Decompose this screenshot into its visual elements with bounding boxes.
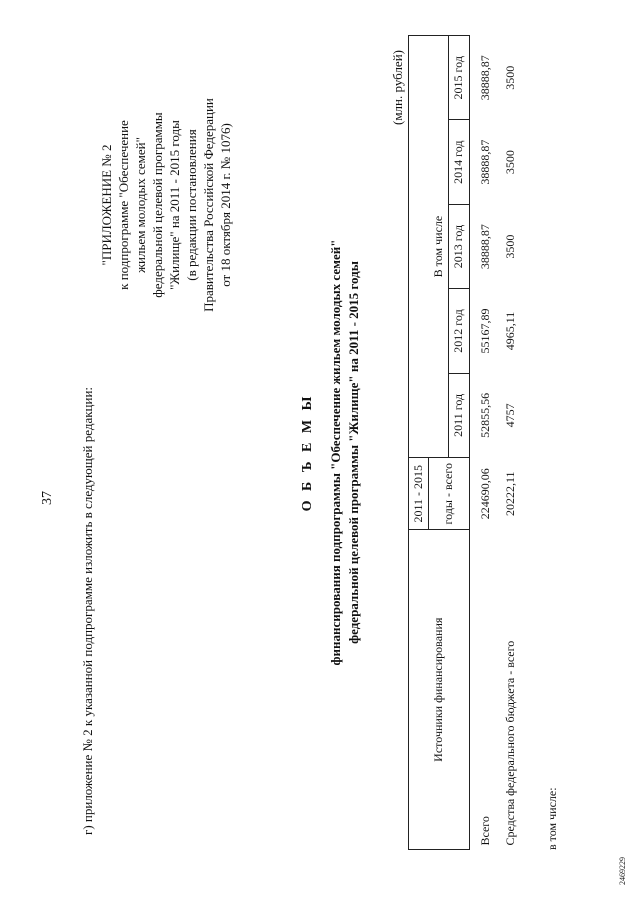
row-value: 38888,87 xyxy=(477,55,492,101)
document-code: 2469229 xyxy=(618,857,627,885)
header-including: В том числе xyxy=(429,36,449,458)
row-value: 38888,87 xyxy=(477,139,492,185)
header-total-period: 2011 - 2015 xyxy=(409,458,429,530)
row-value: 4757 xyxy=(502,403,517,428)
units-label: (млн. рублей) xyxy=(390,50,405,125)
row-total: 224690,06 xyxy=(477,468,492,520)
row-total: 20222,11 xyxy=(502,471,517,517)
document-subtitle-1: финансирования подпрограммы "Обеспечение жильем молодых семей" xyxy=(328,239,343,666)
row-value: 38888,87 xyxy=(477,224,492,270)
appendix-line: жильем молодых семей" xyxy=(133,137,148,273)
appendix-block xyxy=(98,65,234,345)
appendix-line: (в редакции постановления xyxy=(184,129,199,281)
document-subtitle-2: федеральной целевой программы "Жилище" на 2011 - 2015 годы xyxy=(346,261,361,644)
appendix-line: Правительства Российской Федерации xyxy=(201,98,216,312)
header-empty xyxy=(409,36,429,458)
appendix-line: к подпрограмме "Обеспечение xyxy=(116,120,131,290)
row-source: Всего xyxy=(477,816,492,846)
row-value: 52855,56 xyxy=(477,392,492,438)
appendix-line: федеральной целевой программы xyxy=(150,112,165,298)
including-note: в том числе: xyxy=(545,787,559,850)
row-value: 55167,89 xyxy=(477,308,492,354)
header-year: 2012 год xyxy=(448,289,469,373)
row-source: Средства федерального бюджета - всего xyxy=(502,640,517,846)
header-year: 2013 год xyxy=(448,204,469,288)
header-year: 2011 год xyxy=(448,373,469,457)
row-value: 3500 xyxy=(502,150,517,175)
appendix-line: от 18 октября 2014 г. № 1076) xyxy=(218,123,233,287)
header-source: Источники финансирования xyxy=(409,530,470,850)
row-value: 3500 xyxy=(502,234,517,259)
header-year: 2015 год xyxy=(448,36,469,120)
row-value: 3500 xyxy=(502,65,517,90)
document-title: О Б Ъ Е М Ы xyxy=(300,393,315,512)
table-row xyxy=(469,36,495,850)
page-number: 37 xyxy=(40,491,55,505)
appendix-line: "Жилище" на 2011 - 2015 годы xyxy=(167,120,182,290)
row-value: 4965,11 xyxy=(502,311,517,351)
intro-text: г) приложение № 2 к указанной подпрограмме изложить в следующей редакции: xyxy=(80,386,95,835)
header-total-sub: годы - всего xyxy=(429,458,470,530)
table-row xyxy=(495,36,520,850)
header-year: 2014 год xyxy=(448,120,469,204)
financing-table xyxy=(408,35,520,850)
appendix-line: "ПРИЛОЖЕНИЕ № 2 xyxy=(99,144,114,266)
